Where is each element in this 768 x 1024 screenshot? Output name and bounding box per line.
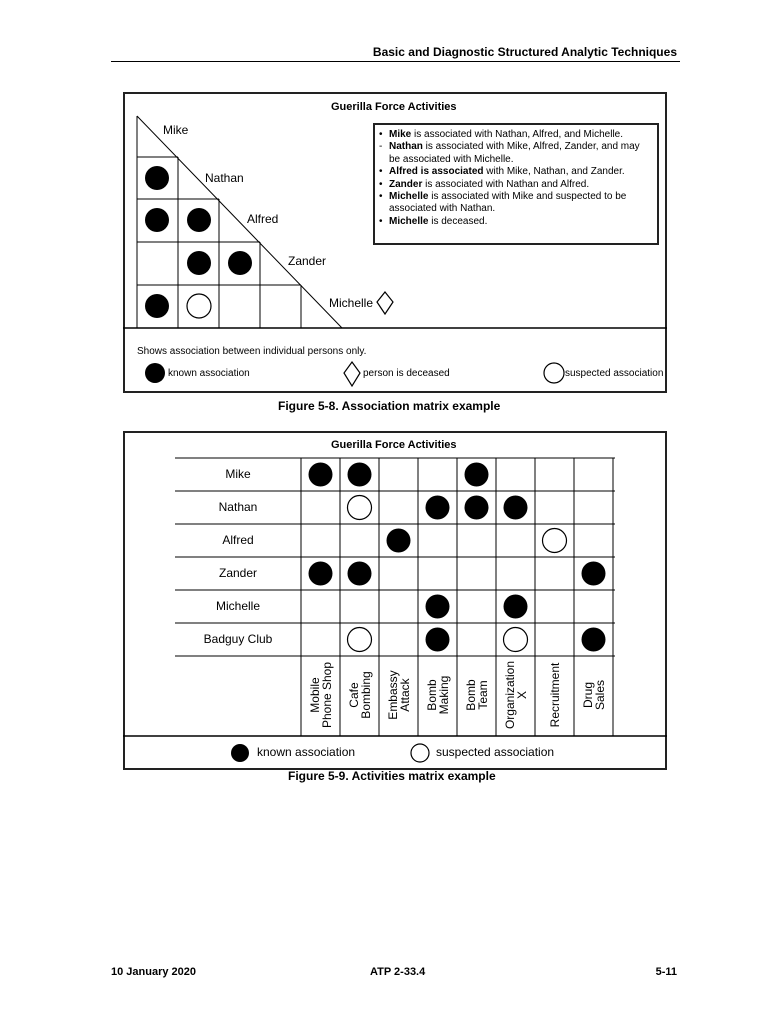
known-association-mark xyxy=(187,251,211,275)
suspected-association-mark xyxy=(348,628,372,652)
column-label-line: Embassy xyxy=(385,670,400,720)
column-label-line: Cafe xyxy=(346,682,361,708)
activities-matrix-title: Guerilla Force Activities xyxy=(331,439,457,451)
known-association-mark xyxy=(348,463,372,487)
known-association-mark xyxy=(348,562,372,586)
header-rule xyxy=(111,61,680,62)
known-association-mark xyxy=(387,529,411,553)
known-association-mark xyxy=(426,595,450,619)
suspected-association-mark xyxy=(504,628,528,652)
known-association-mark xyxy=(309,463,333,487)
legend-known-icon xyxy=(145,363,165,383)
known-association-mark xyxy=(145,294,169,318)
column-label xyxy=(426,658,450,732)
column-label-line: Making xyxy=(436,675,451,715)
column-label-line: Organization xyxy=(502,660,517,730)
bullet-item: • Zander is associated with Nathan and Alfred. xyxy=(379,178,590,190)
legend-known-label: known association xyxy=(257,745,356,759)
column-label xyxy=(348,658,372,732)
deceased-diamond-icon xyxy=(377,292,393,314)
bullet-item: • Mike is associated with Nathan, Alfred, and Michelle. xyxy=(379,129,624,140)
column-label xyxy=(582,658,606,732)
column-label xyxy=(309,658,333,732)
legend-suspected-label: suspected association xyxy=(436,745,555,759)
known-association-mark xyxy=(582,562,606,586)
column-label-line: X xyxy=(514,691,529,700)
known-association-mark xyxy=(465,463,489,487)
column-label xyxy=(504,658,528,732)
legend-suspected-icon xyxy=(544,363,564,383)
row-label: Nathan xyxy=(218,499,258,514)
name-zander: Zander xyxy=(288,254,327,268)
legend-known-icon xyxy=(231,744,249,762)
known-association-mark xyxy=(426,496,450,520)
figure-5-8-caption: Figure 5-8. Association matrix example xyxy=(278,399,501,413)
column-label-line: Drug xyxy=(580,682,595,709)
association-matrix-title: Guerilla Force Activities xyxy=(331,101,457,113)
name-alfred: Alfred xyxy=(247,212,279,226)
name-mike: Mike xyxy=(163,123,189,137)
footer-page: 5-11 xyxy=(655,966,677,978)
bullet-item: - Nathan is associated with Mike, Alfred, Zander, and may be associated with Michelle. xyxy=(379,141,640,165)
footer-date: 10 January 2020 xyxy=(111,966,197,978)
column-label-line: Phone Shop xyxy=(319,661,334,729)
row-label: Zander xyxy=(218,565,258,580)
legend-suspected-label: suspected association xyxy=(565,368,664,379)
legend-deceased-icon xyxy=(344,362,360,386)
known-association-mark xyxy=(145,208,169,232)
column-label-line: Bombing xyxy=(358,671,373,719)
running-header: Basic and Diagnostic Structured Analytic Techniques xyxy=(372,45,677,59)
column-label xyxy=(387,658,411,732)
column-label-line: Bomb xyxy=(463,679,478,711)
legend-known-label: known association xyxy=(168,368,250,379)
column-label-line: Attack xyxy=(397,678,412,712)
column-label-line: Sales xyxy=(592,679,607,711)
association-note: Shows association between individual persons only. xyxy=(137,346,367,357)
column-label-line: Mobile xyxy=(307,677,322,713)
column-label xyxy=(465,658,489,732)
known-association-mark xyxy=(309,562,333,586)
suspected-association-mark xyxy=(348,496,372,520)
row-label: Michelle xyxy=(215,598,260,613)
legend-suspected-icon xyxy=(411,744,429,762)
column-label xyxy=(549,658,561,732)
known-association-mark xyxy=(504,496,528,520)
known-association-mark xyxy=(187,208,211,232)
known-association-mark xyxy=(504,595,528,619)
known-association-mark xyxy=(145,166,169,190)
column-label-line: Bomb xyxy=(424,679,439,711)
name-michelle: Michelle xyxy=(329,296,374,310)
row-label: Alfred xyxy=(222,532,254,547)
known-association-mark xyxy=(582,628,606,652)
known-association-mark xyxy=(426,628,450,652)
name-nathan: Nathan xyxy=(205,171,244,185)
suspected-association-mark xyxy=(543,529,567,553)
row-label: Mike xyxy=(225,466,251,481)
bullet-item: • Michelle is associated with Mike and suspected to be associated with Nathan. xyxy=(379,191,627,215)
legend-deceased-label: person is deceased xyxy=(363,368,450,379)
association-summary-box xyxy=(373,123,659,245)
known-association-mark xyxy=(465,496,489,520)
row-label: Badguy Club xyxy=(203,631,273,646)
footer-publication: ATP 2-33.4 xyxy=(370,966,426,978)
known-association-mark xyxy=(228,251,252,275)
suspected-association-mark xyxy=(187,294,211,318)
bullet-item: • Alfred is associated with Mike, Nathan, and Zander. xyxy=(379,166,625,178)
bullet-item: • Michelle is deceased. xyxy=(379,215,488,227)
column-label-line: Team xyxy=(475,680,490,710)
figure-5-9-caption: Figure 5-9. Activities matrix example xyxy=(288,769,496,783)
column-label-line: Recruitment xyxy=(547,662,562,728)
